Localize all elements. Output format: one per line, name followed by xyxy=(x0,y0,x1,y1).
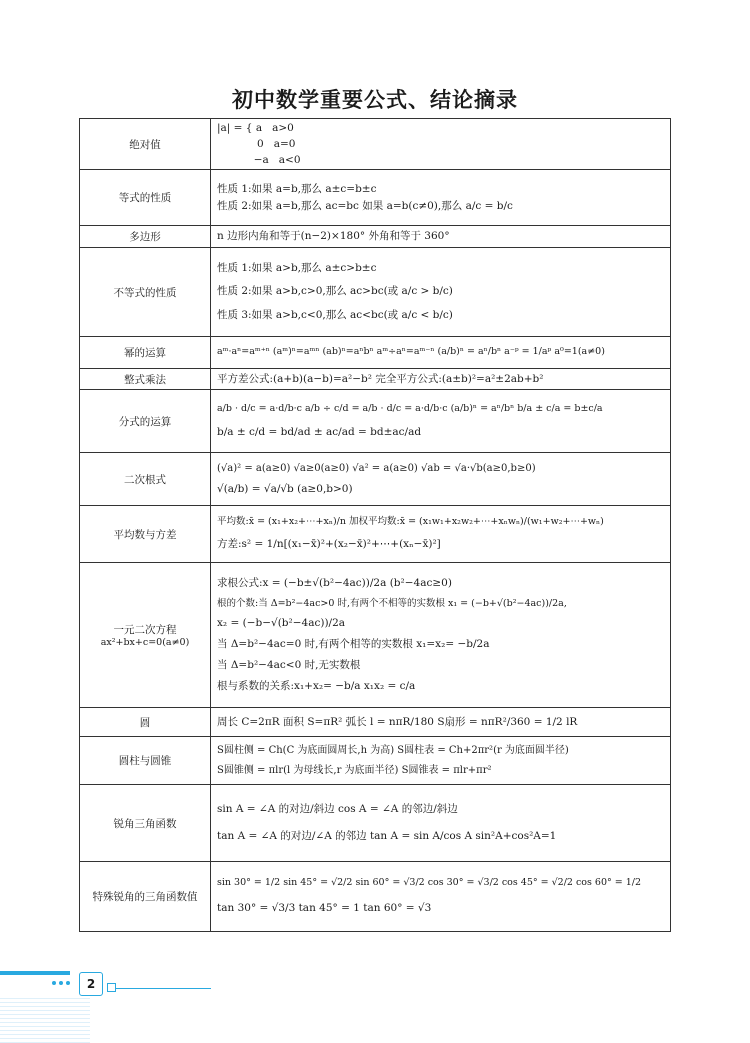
row-content xyxy=(211,390,671,453)
content-line: 根的个数:当 Δ=b²−4ac>0 时,有两个不相等的实数根 x₁ = (−b+√(b²−4ac))/2a, xyxy=(217,598,567,609)
row-content xyxy=(211,369,671,390)
content-line: sin 30° = 1/2 sin 45° = √2/2 sin 60° = √3/2 cos 30° = √3/2 cos 45° = √2/2 cos 60° = 1/2 xyxy=(217,876,642,888)
content-line: b/a ± c/d = bd/ad ± ac/ad = bd±ac/ad xyxy=(217,425,422,438)
content-line: aᵐ·aⁿ=aᵐ⁺ⁿ (aᵐ)ⁿ=aᵐⁿ (ab)ⁿ=aⁿbⁿ aᵐ÷aⁿ=aᵐ⁻ⁿ (a/b)ⁿ = aⁿ/bⁿ a⁻ᵖ = 1/aᵖ a⁰=1(a≠0) xyxy=(217,346,605,358)
row-topic: 特殊锐角的三角函数值 xyxy=(80,862,211,932)
content-line: |a| = { a a>0 xyxy=(217,121,294,134)
row-topic: 等式的性质 xyxy=(80,170,211,226)
row-content xyxy=(211,226,671,248)
row-topic: 锐角三角函数 xyxy=(80,785,211,862)
content-line: 性质 2:如果 a>b,c>0,那么 ac>bc(或 a/c > b/c) xyxy=(217,285,453,298)
table-row xyxy=(80,369,671,390)
row-content xyxy=(211,337,671,369)
content-line: 性质 2:如果 a=b,那么 ac=bc 如果 a=b(c≠0),那么 a/c = b/c xyxy=(217,199,513,212)
footer-dot xyxy=(59,981,63,985)
table-row xyxy=(80,248,671,337)
footer-line xyxy=(116,988,211,989)
row-content xyxy=(211,708,671,737)
table-row xyxy=(80,453,671,506)
row-topic-line: ax²+bx+c=0(a≠0) xyxy=(100,637,190,648)
page-square-icon xyxy=(107,983,116,992)
table-row xyxy=(80,506,671,563)
row-topic: 幂的运算 xyxy=(80,337,211,369)
content-line: 周长 C=2πR 面积 S=πR² 弧长 l = nπR/180 S扇形 = nπR²/360 = 1/2 lR xyxy=(217,715,578,728)
row-topic: 分式的运算 xyxy=(80,390,211,453)
table-row xyxy=(80,390,671,453)
row-topic: 整式乘法 xyxy=(80,369,211,390)
table-row xyxy=(80,708,671,737)
content-line: √(a/b) = √a/√b (a≥0,b>0) xyxy=(217,482,353,495)
row-topic xyxy=(80,563,211,708)
row-content xyxy=(211,170,671,226)
content-line: 求根公式:x = (−b±√(b²−4ac))/2a (b²−4ac≥0) xyxy=(217,577,452,589)
row-content xyxy=(211,248,671,337)
content-line: 性质 1:如果 a>b,那么 a±c>b±c xyxy=(217,262,377,275)
formula-table xyxy=(79,118,671,932)
content-line: x₂ = (−b−√(b²−4ac))/2a xyxy=(217,617,346,629)
content-line: 0 a=0 xyxy=(217,137,296,150)
footer-dots xyxy=(52,970,73,989)
row-content xyxy=(211,506,671,563)
row-topic: 圆柱与圆锥 xyxy=(80,737,211,785)
content-line: S圆锥侧 = πlr(l 为母线长,r 为底面半径) S圆锥表 = πlr+πr² xyxy=(217,764,492,776)
row-topic: 二次根式 xyxy=(80,453,211,506)
table-row xyxy=(80,226,671,248)
table-row xyxy=(80,337,671,369)
row-topic: 圆 xyxy=(80,708,211,737)
row-content xyxy=(211,119,671,170)
footer-hatch xyxy=(0,998,90,1043)
row-content xyxy=(211,862,671,932)
content-line: −a a<0 xyxy=(217,154,301,167)
footer-dot xyxy=(66,981,70,985)
content-line: tan A = ∠A 的对边/∠A 的邻边 tan A = sin A/cos A sin²A+cos²A=1 xyxy=(217,830,557,842)
footer-dot xyxy=(52,981,56,985)
table-row xyxy=(80,563,671,708)
content-line: 平方差公式:(a+b)(a−b)=a²−b² 完全平方公式:(a±b)²=a²±2ab+b² xyxy=(217,372,544,385)
content-line: n 边形内角和等于(n−2)×180° 外角和等于 360° xyxy=(217,230,450,243)
row-topic: 平均数与方差 xyxy=(80,506,211,563)
table-row xyxy=(80,170,671,226)
table-row xyxy=(80,737,671,785)
content-line: 方差:s² = 1/n[(x₁−x̄)²+(x₂−x̄)²+⋯+(xₙ−x̄)²] xyxy=(217,537,441,550)
content-line: 当 Δ=b²−4ac=0 时,有两个相等的实数根 x₁=x₂= −b/2a xyxy=(217,638,490,650)
content-line: 性质 1:如果 a=b,那么 a±c=b±c xyxy=(217,183,377,196)
row-topic: 多边形 xyxy=(80,226,211,248)
content-line: a/b · d/c = a·d/b·c a/b ÷ c/d = a/b · d/c = a·d/b·c (a/b)ⁿ = aⁿ/bⁿ b/a ± c/a = b±c/a xyxy=(217,403,603,414)
content-line: 当 Δ=b²−4ac<0 时,无实数根 xyxy=(217,659,361,671)
row-content xyxy=(211,563,671,708)
content-line: 根与系数的关系:x₁+x₂= −b/a x₁x₂ = c/a xyxy=(217,680,416,692)
row-content xyxy=(211,737,671,785)
content-line: 性质 3:如果 a>b,c<0,那么 ac<bc(或 a/c < b/c) xyxy=(217,308,453,321)
row-content xyxy=(211,785,671,862)
content-line: S圆柱侧 = Ch(C 为底面圆周长,h 为高) S圆柱表 = Ch+2πr²(r 为底面圆半径) xyxy=(217,744,569,756)
row-topic-line: 一元二次方程 xyxy=(113,624,177,636)
content-line: tan 30° = √3/3 tan 45° = 1 tan 60° = √3 xyxy=(217,902,432,915)
row-content xyxy=(211,453,671,506)
content-line: 平均数:x̄ = (x₁+x₂+⋯+xₙ)/n 加权平均数:x̄ = (x₁w₁+x₂w₂+⋯+xₙwₙ)/(w₁+w₂+⋯+wₙ) xyxy=(217,516,604,527)
row-topic: 不等式的性质 xyxy=(80,248,211,337)
page-number: 2 xyxy=(79,972,103,996)
table-row xyxy=(80,785,671,862)
table-row xyxy=(80,862,671,932)
content-line: sin A = ∠A 的对边/斜边 cos A = ∠A 的邻边/斜边 xyxy=(217,802,458,815)
content-line: (√a)² = a(a≥0) √a≥0(a≥0) √a² = a(a≥0) √ab = √a·√b(a≥0,b≥0) xyxy=(217,462,536,474)
row-topic: 绝对值 xyxy=(80,119,211,170)
page-title: 初中数学重要公式、结论摘录 xyxy=(232,88,518,112)
table-row xyxy=(80,119,671,170)
